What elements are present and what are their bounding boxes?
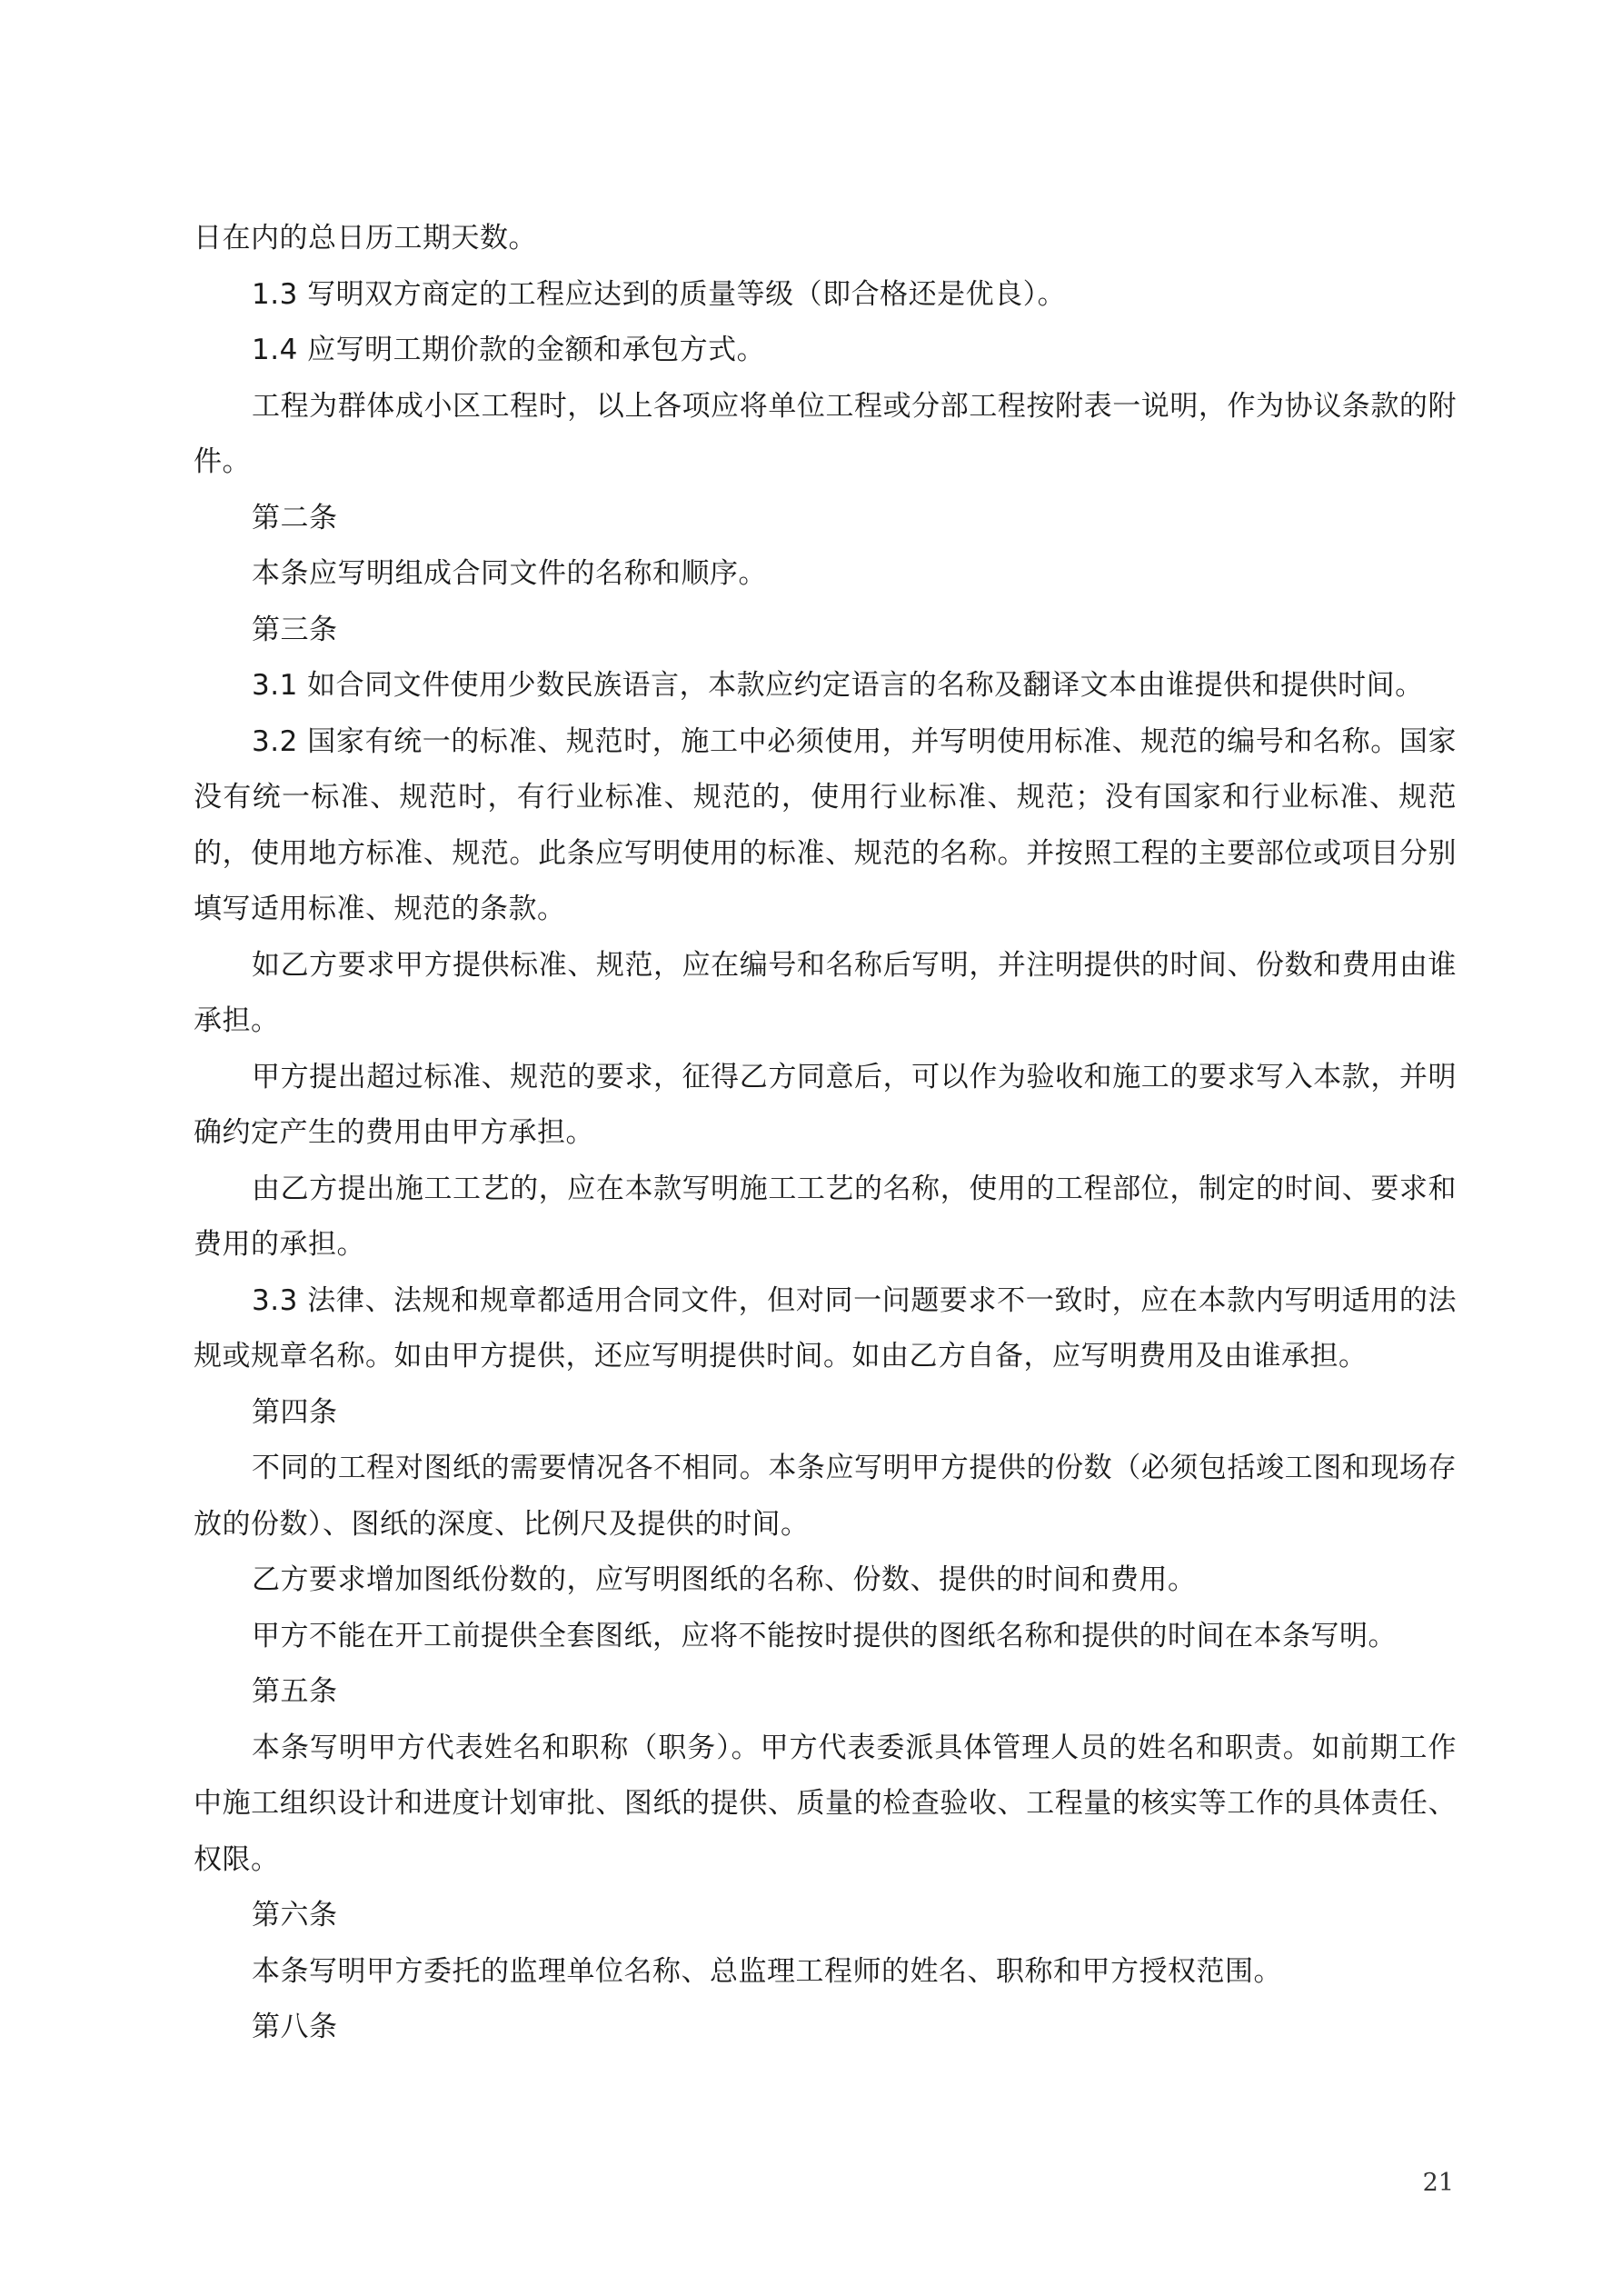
section-heading: 第五条 xyxy=(252,1675,338,1708)
paragraph: 甲方提出超过标准、规范的要求，征得乙方同意后，可以作为验收和施工的要求写入本款，并明确约定产生的费用由甲方承担。 xyxy=(194,1060,1457,1149)
paragraph: 1.3 写明双方商定的工程应达到的质量等级（即合格还是优良）。 xyxy=(252,277,1067,311)
paragraph: 1.4 应写明工期价款的金额和承包方式。 xyxy=(252,334,766,366)
paragraph: 本条写明甲方委托的监理单位名称、总监理工程师的姓名、职称和甲方授权范围。 xyxy=(252,1954,1282,1988)
section-heading: 第四条 xyxy=(252,1395,338,1429)
section-heading: 第六条 xyxy=(252,1899,338,1932)
paragraph: 3.3 法律、法规和规章都适用合同文件，但对同一问题要求不一致时，应在本款内写明适用的法规或规章名称。如由甲方提供，还应写明提供时间。如由乙方自备，应写明费用及由谁承担。 xyxy=(194,1283,1457,1373)
paragraph: 日在内的总日历工期天数。 xyxy=(194,222,537,255)
paragraph: 由乙方提出施工工艺的，应在本款写明施工工艺的名称，使用的工程部位，制定的时间、要求和费用的承担。 xyxy=(194,1172,1457,1261)
paragraph: 本条应写明组成合同文件的名称和顺序。 xyxy=(252,557,767,590)
paragraph: 3.1 如合同文件使用少数民族语言，本款应约定语言的名称及翻译文本由谁提供和提供时间。 xyxy=(252,669,1424,702)
document-body xyxy=(194,211,1457,2056)
section-heading: 第八条 xyxy=(252,2011,338,2043)
section-heading: 第二条 xyxy=(252,501,338,534)
paragraph: 如乙方要求甲方提供标准、规范，应在编号和名称后写明，并注明提供的时间、份数和费用由谁承担。 xyxy=(194,948,1457,1037)
paragraph: 本条写明甲方代表姓名和职称（职务）。甲方代表委派具体管理人员的姓名和职责。如前期工作中施工组织设计和进度计划审批、图纸的提供、质量的检查验收、工程量的核实等工作的具体责任、权限。 xyxy=(194,1731,1457,1876)
section-heading: 第三条 xyxy=(252,613,338,646)
paragraph: 不同的工程对图纸的需要情况各不相同。本条应写明甲方提供的份数（必须包括竣工图和现场存放的份数）、图纸的深度、比例尺及提供的时间。 xyxy=(194,1452,1457,1541)
paragraph: 3.2 国家有统一的标准、规范时，施工中必须使用，并写明使用标准、规范的编号和名称。国家没有统一标准、规范时，有行业标准、规范的，使用行业标准、规范；没有国家和行业标准、规范的，使用地方标准、规范。此条应写明使用的标准、规范的名称。并按照工程的主要部位或项目分别填写适用标准、规范的条款。 xyxy=(194,724,1457,925)
paragraph: 甲方不能在开工前提供全套图纸，应将不能按时提供的图纸名称和提供的时间在本条写明。 xyxy=(252,1619,1397,1652)
paragraph: 乙方要求增加图纸份数的，应写明图纸的名称、份数、提供的时间和费用。 xyxy=(252,1563,1197,1596)
page-number: 21 xyxy=(1422,2169,1454,2197)
paragraph: 工程为群体成小区工程时，以上各项应将单位工程或分部工程按附表一说明，作为协议条款的附件。 xyxy=(194,389,1457,478)
